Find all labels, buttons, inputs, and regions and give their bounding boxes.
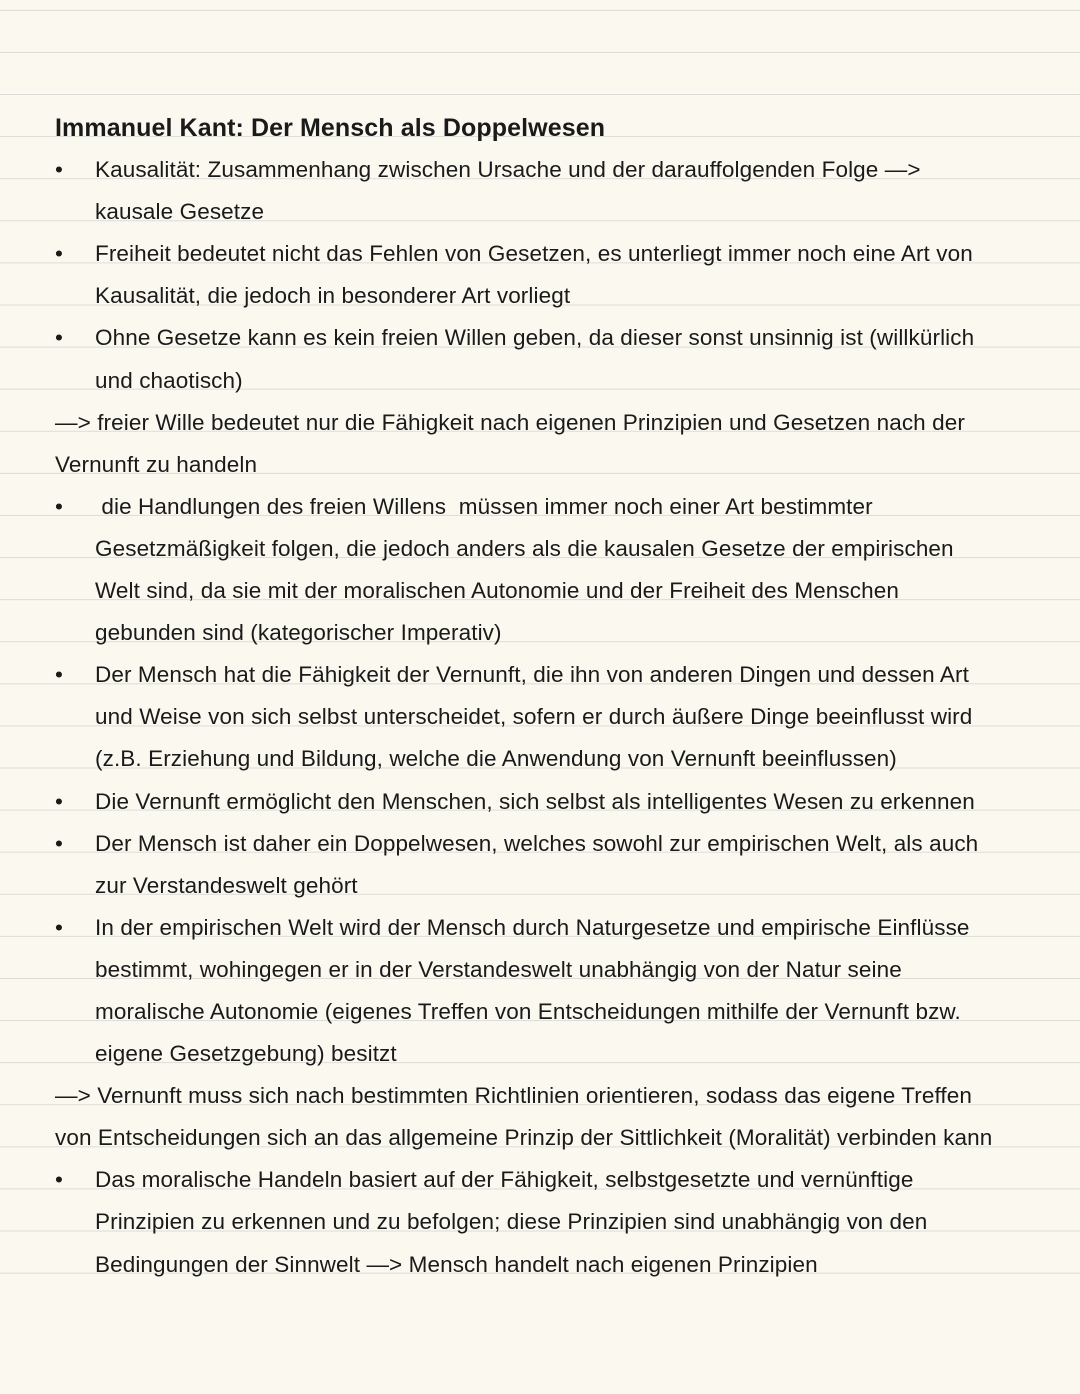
text-line: gebunden sind (kategorischer Imperativ) — [95, 620, 502, 646]
bullet-item — [55, 317, 1045, 401]
text-line: von Entscheidungen sich an das allgemeine Prinzip der Sittlichkeit (Moralität) verbinden kann — [55, 1125, 993, 1151]
text-line: eigene Gesetzgebung) besitzt — [95, 1041, 397, 1067]
note-body — [55, 149, 1045, 1286]
bullet-item — [55, 907, 1045, 1075]
text-line: zur Verstandeswelt gehört — [95, 872, 358, 898]
arrow-note — [55, 1075, 1045, 1159]
text-line: Welt sind, da sie mit der moralischen Autonomie und der Freiheit des Menschen — [95, 578, 899, 604]
bullet-dot-icon: • — [55, 493, 63, 519]
bullet-dot-icon: • — [55, 325, 63, 351]
text-line: moralische Autonomie (eigenes Treffen von Entscheidungen mithilfe der Vernunft bzw. — [95, 998, 961, 1024]
note-title: Immanuel Kant: Der Mensch als Doppelwesen — [55, 114, 606, 142]
bullet-item — [55, 823, 1045, 907]
text-line: Die Vernunft ermöglicht den Menschen, sich selbst als intelligentes Wesen zu erkennen — [95, 788, 975, 814]
bullet-dot-icon: • — [55, 914, 63, 940]
text-line: Kausalität, die jedoch in besonderer Art vorliegt — [95, 283, 571, 309]
arrow-note — [55, 402, 1045, 486]
bullet-dot-icon: • — [55, 241, 63, 267]
bullet-dot-icon: • — [55, 157, 63, 183]
bullet-item — [55, 781, 1045, 823]
text-line: Gesetzmäßigkeit folgen, die jedoch anders als die kausalen Gesetze der empirischen — [95, 535, 954, 561]
text-line: Prinzipien zu erkennen und zu befolgen; diese Prinzipien sind unabhängig von den — [95, 1209, 928, 1235]
text-line: (z.B. Erziehung und Bildung, welche die Anwendung von Vernunft beeinflussen) — [95, 746, 897, 772]
text-line: Bedingungen der Sinnwelt —> Mensch handelt nach eigenen Prinzipien — [95, 1251, 818, 1277]
bullet-dot-icon: • — [55, 830, 63, 856]
note-content — [55, 107, 1045, 1286]
text-line: Vernunft zu handeln — [55, 451, 258, 477]
text-line: Der Mensch hat die Fähigkeit der Vernunft, die ihn von anderen Dingen und dessen Art — [95, 662, 969, 688]
bullet-dot-icon: • — [55, 788, 63, 814]
bullet-item — [55, 149, 1045, 233]
bullet-item — [55, 654, 1045, 780]
text-line: In der empirischen Welt wird der Mensch durch Naturgesetze und empirische Einflüsse — [95, 914, 970, 940]
text-line: Der Mensch ist daher ein Doppelwesen, welches sowohl zur empirischen Welt, als auch — [95, 830, 979, 856]
text-line: und Weise von sich selbst unterscheidet, sofern er durch äußere Dinge beeinflusst wird — [95, 704, 973, 730]
text-line: Ohne Gesetze kann es kein freien Willen geben, da dieser sonst unsinnig ist (willkürlich — [95, 325, 975, 351]
bullet-item — [55, 233, 1045, 317]
bullet-item — [55, 1159, 1045, 1285]
text-line: kausale Gesetze — [95, 199, 265, 225]
text-line: die Handlungen des freien Willens müssen immer noch einer Art bestimmter — [95, 493, 873, 519]
text-line: —> freier Wille bedeutet nur die Fähigkeit nach eigenen Prinzipien und Gesetzen nach der — [55, 409, 965, 435]
text-line: Freiheit bedeutet nicht das Fehlen von Gesetzen, es unterliegt immer noch eine Art von — [95, 241, 973, 267]
text-line: Das moralische Handeln basiert auf der Fähigkeit, selbstgesetzte und vernünftige — [95, 1167, 914, 1193]
bullet-item — [55, 486, 1045, 654]
text-line: —> Vernunft muss sich nach bestimmten Richtlinien orientieren, sodass das eigene Treffen — [55, 1083, 972, 1109]
text-line: bestimmt, wohingegen er in der Verstandeswelt unabhängig von der Natur seine — [95, 956, 902, 982]
text-line: und chaotisch) — [95, 367, 243, 393]
text-line: Kausalität: Zusammenhang zwischen Ursache und der darauffolgenden Folge —> — [95, 157, 921, 183]
bullet-dot-icon: • — [55, 1167, 63, 1193]
bullet-dot-icon: • — [55, 662, 63, 688]
